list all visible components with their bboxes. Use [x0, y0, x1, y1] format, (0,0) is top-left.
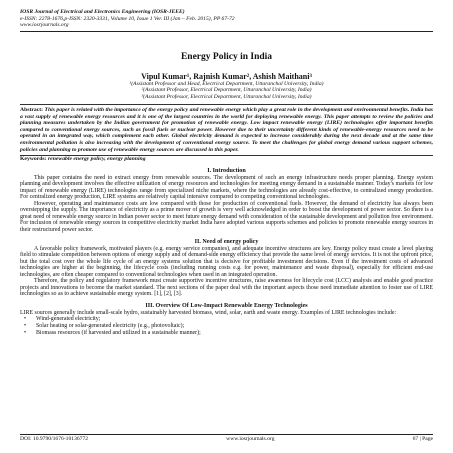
affiliation-1: ¹(Assistant Professor and Head, Electrical Department, Uttaranchal University, India)	[129, 80, 324, 87]
list-item: • Wind-generated electricity;	[36, 316, 433, 323]
section-heading-lire-overview: III. Overview Of Low-Impact Renewable Energy Technologies	[145, 302, 308, 309]
list-item: • Biomass resources (if harvested and utilized in a sustainable manner);	[36, 330, 433, 337]
keywords-label: Keywords:	[20, 156, 47, 163]
abstract-label: Abstract:	[20, 107, 44, 114]
header-rule	[20, 31, 433, 32]
journal-header	[20, 9, 433, 29]
footer-site: www.iosrjournals.org	[226, 436, 275, 442]
keywords-line	[20, 156, 433, 163]
section-heading-introduction: I. Introduction	[207, 167, 246, 174]
author-affiliations	[20, 81, 433, 101]
affiliation-3: ³(Assistant Professor, Electrical Department, Uttaranchal University, India)	[141, 93, 312, 100]
paper-authors: Vipul Kumar¹, Rajnish Kumar², Ashish Maithani³	[141, 71, 312, 81]
section-heading-need-of-energy-policy: II. Need of energy policy	[194, 238, 259, 245]
journal-site: www.iosrjournals.org	[20, 22, 69, 29]
affiliation-2: ²(Assistant Professor, Electrical Department, Uttaranchal University, India)	[141, 87, 312, 94]
journal-issn: e-ISSN: 2278-1676,p-ISSN: 2320-3331, Volume 10, Issue 1 Ver. III (Jan – Feb. 2015), PP 67-72	[20, 15, 235, 22]
intro-paragraph-2: However, operating and maintenance costs are low compared with those for production of conventional fuels. However, the demand of electricity has always been overstepping the supply. The importance of electricity as a prime mover of growth is very well acknowledged in order to boost the development of power sector. So there is a great need of renewable energy source in Indian power sector to meet future energy demand with consideration of the sustainable development and pollution free environment. For inclusion of renewable energy sources in competitive electricity market India have adopted various supports schemes and policies to promote renewable energy sources in their restructured power sector.	[20, 200, 433, 233]
footer-doi: DOI: 10.9790/1676-10136772	[20, 436, 89, 442]
page-footer	[20, 434, 433, 442]
abstract-text: This paper is related with the importance of the energy policy and renewable energy which play a great role in the development and environmental benefits. India has a vast supply of renewable energy resources and it is one of the largest countries in the world for deploying renewable energy. This paper attempts to review the policies and planning measures undertaken by the Indian government for promotion of renewable energy. Low impact renewable energy (LIRE) technologies offer important benefits compared to conventional energy sources, such as fossil fuels or nuclear power. However due to their uncertainty different kinds of renewable-energy resources need to be operated in an integrated way, which complement each other. Global electricity demand is expected to increase considerably during the next decade and at the same time environmental pollution is also increasing with the development of conventional energy source. To meet the challenges for global energy demand various support schemes, policies and planning to promote use of renewable energy sources are discussed in this paper.	[20, 107, 433, 153]
journal-name: IOSR Journal of Electrical and Electronics Engineering (IOSR-JEEE)	[20, 9, 185, 15]
intro-paragraph-1: This paper contains the need to extract energy from renewable sources. The development of such an energy infrastructure needs proper planning. Energy system planning and development involves the effective utilization of energy resources and technologies for meeting energy demand in a sustainable manner. Today's markets for low impact of renewable energy (LIRE) technologies range from specialized niche markets, where the technologies are already cost-effective, to centralized energy production. For centralized energy production, LIRE systems are relatively capital intensive compared to competing conventional technologies.	[20, 174, 433, 201]
keywords-text: renewable energy policy, energy planning	[47, 156, 146, 163]
list-item: • Solar heating or solar-generated electricity (e.g., photovoltaic);	[36, 323, 433, 330]
paper-title: Energy Policy in India	[180, 51, 273, 62]
abstract-block	[20, 104, 433, 156]
lire-paragraph-1: LIRE sources generally include small-scale hydro, sustainably harvested biomass, wind, solar, earth and waste energy. Examples of LIRE technologies include:	[20, 309, 397, 316]
lire-technology-list	[20, 316, 433, 336]
footer-page-number: 67 | Page	[412, 436, 433, 442]
policy-paragraph-1: A favorable policy framework, motivated players (e.g. energy service companies), and adequate incentive structures are key. Energy policy must create a level playing field to stimulate competition between options of energy supply and of demand-side energy efficiency that provide the same level of energy services. It is not the upfront price, but the total cost over the whole life cycle of an energy systems solution that is decisive for profitable investment decisions. Even if the investment costs of advanced technologies are higher at the beginning, the lifecycle costs (including running costs e.g. for power, maintenance and waste disposal), especially for efficient end-use technologies, are often cheaper compared to conventional technologies when used in an integrated operation.	[20, 245, 433, 278]
policy-paragraph-2: Therefore, the policy and regulatory framework must create supportive incentive structures, raise awareness for lifecycle cost (LCC) analysis and enable good practice projects and innovations to become the market standard. The next sections of the paper deal with the important aspects those need immediate attention to foster use of LIRE technologies so as to achieve sustainable energy system. [1], [2], [3].	[20, 278, 433, 298]
